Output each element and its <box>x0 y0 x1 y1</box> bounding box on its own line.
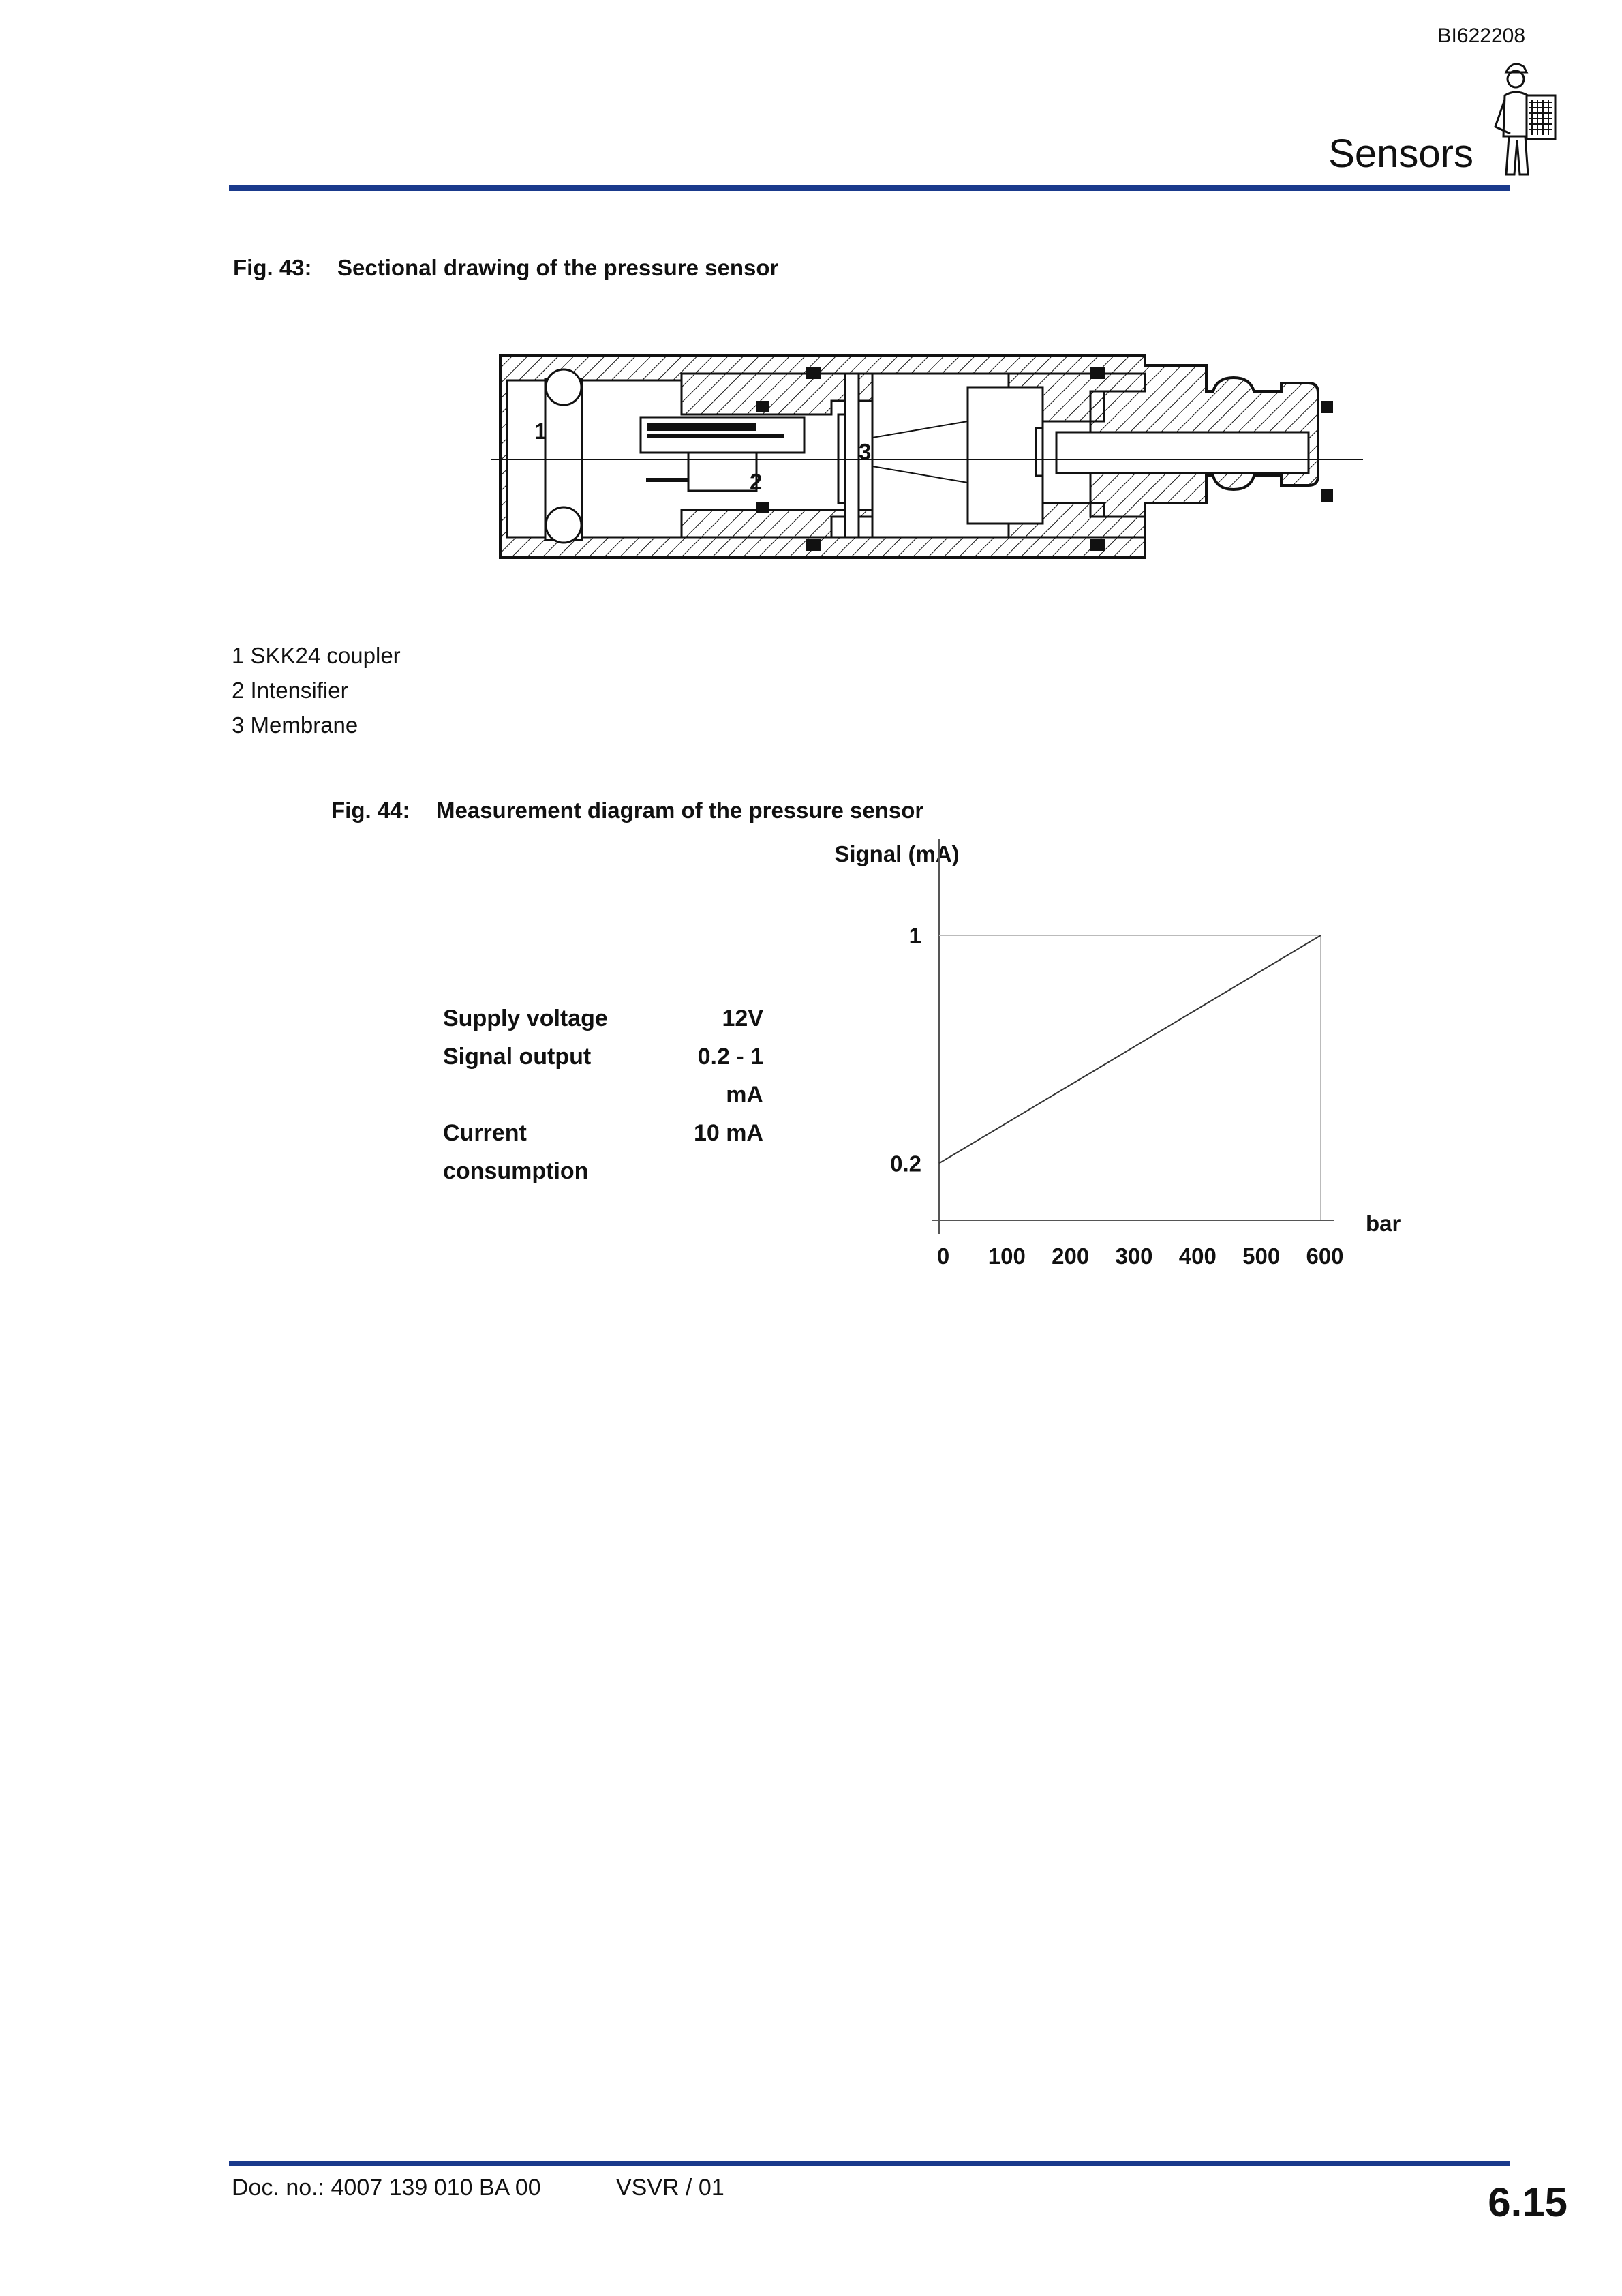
pressure-sensor-sectional-drawing <box>491 346 1377 571</box>
legend-list <box>232 638 401 742</box>
section-title: Sensors <box>1328 132 1473 176</box>
document-number: Doc. no.: 4007 139 010 BA 00 <box>232 2175 541 2201</box>
series-line <box>939 935 1321 1163</box>
x-tick-label: 300 <box>1115 1243 1153 1269</box>
x-tick-label: 200 <box>1052 1243 1090 1269</box>
y-axis-label: Signal (mA) <box>834 841 960 866</box>
technician-with-clipboard-icon <box>1484 55 1559 181</box>
page-number: 6.15 <box>1488 2179 1567 2225</box>
spec-row <box>443 1114 763 1190</box>
spec-label: Signal output <box>443 1044 592 1070</box>
spec-label: Supply voltage <box>443 1006 608 1031</box>
y-tick-label: 0.2 <box>890 1151 921 1177</box>
fig43-number: Fig. 43: <box>233 255 312 280</box>
fig43-title: Sectional drawing of the pressure sensor <box>337 255 779 280</box>
legend-item: 1 SKK24 coupler <box>232 643 401 668</box>
document-id: BI622208 <box>1437 25 1525 47</box>
x-axis-label: bar <box>1366 1211 1401 1236</box>
callout-2: 2 <box>750 469 763 494</box>
fig43-caption <box>233 255 778 281</box>
x-tick-label: 500 <box>1242 1243 1281 1269</box>
callout-1: 1 <box>534 419 547 444</box>
header-rule <box>229 185 1510 191</box>
spec-value: 12V <box>722 1006 763 1031</box>
legend-item: 2 Intensifier <box>232 678 348 703</box>
spec-row <box>443 1038 763 1114</box>
signal-vs-pressure-chart <box>736 832 1431 1282</box>
fig44-number: Fig. 44: <box>331 798 410 823</box>
spec-table <box>443 999 763 1190</box>
legend-item: 3 Membrane <box>232 712 358 738</box>
spec-value: 10 mA <box>693 1120 763 1146</box>
spec-value: 0.2 - 1 mA <box>697 1044 763 1108</box>
x-tick-label: 0 <box>936 1243 950 1269</box>
spec-row <box>443 999 763 1038</box>
x-tick-label: 100 <box>988 1243 1026 1269</box>
document-version: VSVR / 01 <box>616 2175 724 2201</box>
fig44-caption <box>331 798 923 824</box>
x-tick-label: 400 <box>1178 1243 1216 1269</box>
fig44-title: Measurement diagram of the pressure sensor <box>436 798 924 823</box>
y-tick-label: 1 <box>908 923 921 948</box>
footer-rule <box>229 2161 1510 2166</box>
spec-label: Current consumption <box>443 1120 589 1184</box>
callout-3: 3 <box>859 439 872 464</box>
x-tick-label: 600 <box>1306 1243 1344 1269</box>
